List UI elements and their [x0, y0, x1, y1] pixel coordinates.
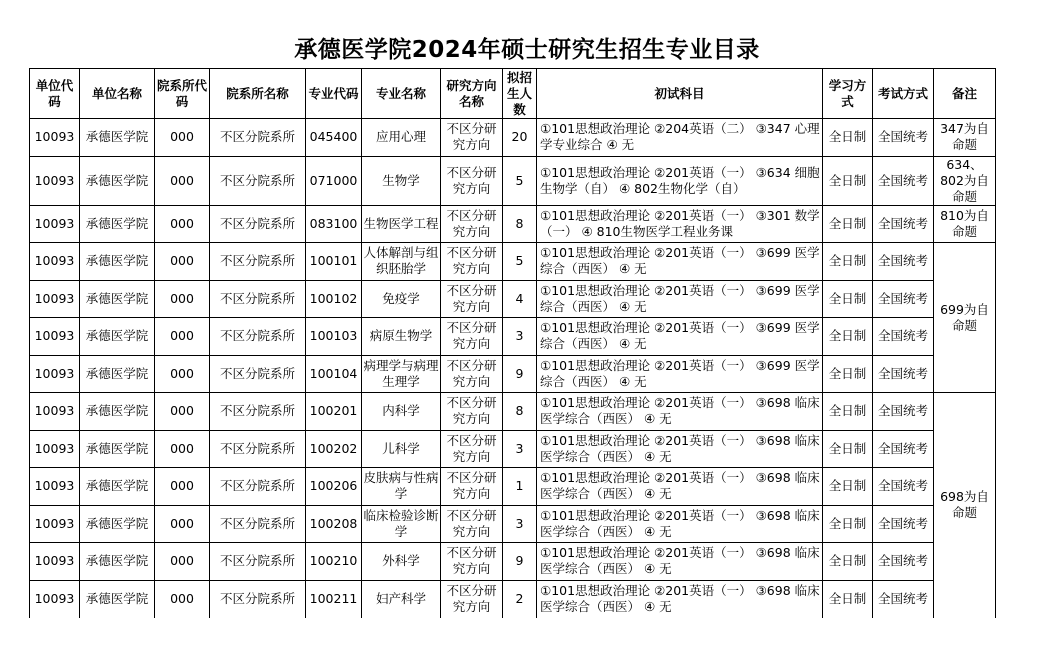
- major-code-cell: 083100: [306, 205, 362, 243]
- unit-name-cell: 承德医学院: [80, 580, 155, 618]
- direction-cell: 不区分研究方向: [441, 580, 503, 618]
- quota-cell: 8: [503, 393, 537, 431]
- exam-mode-cell: 全国统考: [873, 119, 934, 157]
- dept-code-cell: 000: [155, 318, 210, 356]
- exam-subjects-cell: ①101思想政治理论 ②201英语（一） ③698 临床医学综合（西医） ④ 无: [537, 468, 823, 506]
- table-body: [30, 119, 996, 618]
- major-name-cell: 外科学: [362, 543, 441, 581]
- exam-mode-cell: 全国统考: [873, 243, 934, 281]
- page-title: 承德医学院2024年硕士研究生招生专业目录: [294, 37, 760, 63]
- quota-cell: 20: [503, 119, 537, 157]
- exam-subjects-cell: ①101思想政治理论 ②201英语（一） ③698 临床医学综合（西医） ④ 无: [537, 580, 823, 618]
- study-mode-cell: 全日制: [823, 205, 873, 243]
- exam-mode-cell: 全国统考: [873, 393, 934, 431]
- unit-code-cell: 10093: [30, 318, 80, 356]
- header-exam-mode: 考试方式: [873, 69, 934, 119]
- exam-subjects-cell: ①101思想政治理论 ②201英语（一） ③699 医学综合（西医） ④ 无: [537, 243, 823, 281]
- exam-subjects-cell: ①101思想政治理论 ②204英语（二） ③347 心理学专业综合 ④ 无: [537, 119, 823, 157]
- unit-code-cell: 10093: [30, 280, 80, 318]
- quota-cell: 5: [503, 243, 537, 281]
- header-note: 备注: [934, 69, 996, 119]
- dept-code-cell: 000: [155, 580, 210, 618]
- dept-code-cell: 000: [155, 355, 210, 393]
- dept-name-cell: 不区分院系所: [210, 119, 306, 157]
- header-quota: 拟招生人数: [503, 69, 537, 119]
- unit-code-cell: 10093: [30, 156, 80, 205]
- header-unit-name: 单位名称: [80, 69, 155, 119]
- unit-name-cell: 承德医学院: [80, 205, 155, 243]
- note-cell: 347为自命题: [934, 119, 996, 157]
- header-direction: 研究方向名称: [441, 69, 503, 119]
- unit-code-cell: 10093: [30, 243, 80, 281]
- exam-mode-cell: 全国统考: [873, 280, 934, 318]
- unit-code-cell: 10093: [30, 543, 80, 581]
- exam-subjects-cell: ①101思想政治理论 ②201英语（一） ③698 临床医学综合（西医） ④ 无: [537, 543, 823, 581]
- direction-cell: 不区分研究方向: [441, 156, 503, 205]
- exam-mode-cell: 全国统考: [873, 505, 934, 543]
- unit-name-cell: 承德医学院: [80, 393, 155, 431]
- exam-mode-cell: 全国统考: [873, 468, 934, 506]
- quota-cell: 1: [503, 468, 537, 506]
- direction-cell: 不区分研究方向: [441, 205, 503, 243]
- header-row: [30, 69, 996, 119]
- unit-name-cell: 承德医学院: [80, 355, 155, 393]
- major-name-cell: 生物医学工程: [362, 205, 441, 243]
- study-mode-cell: 全日制: [823, 280, 873, 318]
- dept-name-cell: 不区分院系所: [210, 355, 306, 393]
- major-code-cell: 100211: [306, 580, 362, 618]
- major-name-cell: 免疫学: [362, 280, 441, 318]
- major-code-cell: 100103: [306, 318, 362, 356]
- study-mode-cell: 全日制: [823, 393, 873, 431]
- header-unit-code: 单位代码: [30, 69, 80, 119]
- major-code-cell: 100102: [306, 280, 362, 318]
- direction-cell: 不区分研究方向: [441, 505, 503, 543]
- note-cell: 699为自命题: [934, 243, 996, 393]
- exam-subjects-cell: ①101思想政治理论 ②201英语（一） ③301 数学（一） ④ 810生物医学工程业务课: [537, 205, 823, 243]
- dept-name-cell: 不区分院系所: [210, 205, 306, 243]
- study-mode-cell: 全日制: [823, 243, 873, 281]
- study-mode-cell: 全日制: [823, 119, 873, 157]
- table-row: [30, 393, 996, 431]
- quota-cell: 9: [503, 543, 537, 581]
- study-mode-cell: 全日制: [823, 580, 873, 618]
- dept-name-cell: 不区分院系所: [210, 430, 306, 468]
- table-row: [30, 543, 996, 581]
- unit-code-cell: 10093: [30, 119, 80, 157]
- table-row: [30, 243, 996, 281]
- note-cell: 698为自命题: [934, 393, 996, 618]
- major-name-cell: 皮肤病与性病学: [362, 468, 441, 506]
- dept-code-cell: 000: [155, 205, 210, 243]
- dept-name-cell: 不区分院系所: [210, 543, 306, 581]
- exam-subjects-cell: ①101思想政治理论 ②201英语（一） ③699 医学综合（西医） ④ 无: [537, 280, 823, 318]
- table-row: [30, 355, 996, 393]
- major-name-cell: 儿科学: [362, 430, 441, 468]
- dept-code-cell: 000: [155, 243, 210, 281]
- table-row: [30, 430, 996, 468]
- major-catalog-table: [29, 68, 996, 618]
- direction-cell: 不区分研究方向: [441, 468, 503, 506]
- dept-name-cell: 不区分院系所: [210, 243, 306, 281]
- unit-name-cell: 承德医学院: [80, 119, 155, 157]
- quota-cell: 3: [503, 505, 537, 543]
- dept-code-cell: 000: [155, 280, 210, 318]
- exam-mode-cell: 全国统考: [873, 580, 934, 618]
- study-mode-cell: 全日制: [823, 318, 873, 356]
- dept-name-cell: 不区分院系所: [210, 505, 306, 543]
- dept-name-cell: 不区分院系所: [210, 580, 306, 618]
- dept-name-cell: 不区分院系所: [210, 468, 306, 506]
- major-name-cell: 病原生物学: [362, 318, 441, 356]
- quota-cell: 4: [503, 280, 537, 318]
- header-study-mode: 学习方式: [823, 69, 873, 119]
- dept-name-cell: 不区分院系所: [210, 318, 306, 356]
- dept-name-cell: 不区分院系所: [210, 393, 306, 431]
- study-mode-cell: 全日制: [823, 505, 873, 543]
- dept-code-cell: 000: [155, 119, 210, 157]
- exam-subjects-cell: ①101思想政治理论 ②201英语（一） ③698 临床医学综合（西医） ④ 无: [537, 393, 823, 431]
- major-name-cell: 妇产科学: [362, 580, 441, 618]
- exam-mode-cell: 全国统考: [873, 205, 934, 243]
- direction-cell: 不区分研究方向: [441, 280, 503, 318]
- study-mode-cell: 全日制: [823, 355, 873, 393]
- header-exam-subjects: 初试科目: [537, 69, 823, 119]
- note-cell: 634、802为自命题: [934, 156, 996, 205]
- dept-name-cell: 不区分院系所: [210, 280, 306, 318]
- unit-code-cell: 10093: [30, 468, 80, 506]
- exam-subjects-cell: ①101思想政治理论 ②201英语（一） ③698 临床医学综合（西医） ④ 无: [537, 505, 823, 543]
- dept-name-cell: 不区分院系所: [210, 156, 306, 205]
- unit-code-cell: 10093: [30, 580, 80, 618]
- direction-cell: 不区分研究方向: [441, 355, 503, 393]
- exam-subjects-cell: ①101思想政治理论 ②201英语（一） ③699 医学综合（西医） ④ 无: [537, 318, 823, 356]
- major-name-cell: 内科学: [362, 393, 441, 431]
- major-name-cell: 人体解剖与组织胚胎学: [362, 243, 441, 281]
- table-row: [30, 119, 996, 157]
- quota-cell: 3: [503, 318, 537, 356]
- quota-cell: 2: [503, 580, 537, 618]
- major-code-cell: 100210: [306, 543, 362, 581]
- table-row: [30, 156, 996, 205]
- table-row: [30, 280, 996, 318]
- direction-cell: 不区分研究方向: [441, 393, 503, 431]
- unit-name-cell: 承德医学院: [80, 156, 155, 205]
- major-code-cell: 100208: [306, 505, 362, 543]
- header-dept-name: 院系所名称: [210, 69, 306, 119]
- unit-name-cell: 承德医学院: [80, 468, 155, 506]
- unit-name-cell: 承德医学院: [80, 318, 155, 356]
- exam-subjects-cell: ①101思想政治理论 ②201英语（一） ③634 细胞生物学（自） ④ 802生物化学（自）: [537, 156, 823, 205]
- table-row: [30, 505, 996, 543]
- exam-mode-cell: 全国统考: [873, 156, 934, 205]
- unit-name-cell: 承德医学院: [80, 505, 155, 543]
- major-code-cell: 071000: [306, 156, 362, 205]
- note-cell: 810为自命题: [934, 205, 996, 243]
- quota-cell: 8: [503, 205, 537, 243]
- unit-code-cell: 10093: [30, 430, 80, 468]
- exam-subjects-cell: ①101思想政治理论 ②201英语（一） ③698 临床医学综合（西医） ④ 无: [537, 430, 823, 468]
- study-mode-cell: 全日制: [823, 430, 873, 468]
- unit-code-cell: 10093: [30, 355, 80, 393]
- major-name-cell: 病理学与病理生理学: [362, 355, 441, 393]
- table-row: [30, 318, 996, 356]
- major-code-cell: 100206: [306, 468, 362, 506]
- direction-cell: 不区分研究方向: [441, 243, 503, 281]
- unit-name-cell: 承德医学院: [80, 543, 155, 581]
- major-code-cell: 045400: [306, 119, 362, 157]
- study-mode-cell: 全日制: [823, 468, 873, 506]
- table-row: [30, 468, 996, 506]
- quota-cell: 9: [503, 355, 537, 393]
- exam-mode-cell: 全国统考: [873, 543, 934, 581]
- header-major-code: 专业代码: [306, 69, 362, 119]
- major-code-cell: 100201: [306, 393, 362, 431]
- unit-name-cell: 承德医学院: [80, 280, 155, 318]
- direction-cell: 不区分研究方向: [441, 430, 503, 468]
- major-code-cell: 100104: [306, 355, 362, 393]
- major-name-cell: 应用心理: [362, 119, 441, 157]
- direction-cell: 不区分研究方向: [441, 119, 503, 157]
- major-name-cell: 临床检验诊断学: [362, 505, 441, 543]
- major-code-cell: 100202: [306, 430, 362, 468]
- unit-code-cell: 10093: [30, 205, 80, 243]
- dept-code-cell: 000: [155, 505, 210, 543]
- major-code-cell: 100101: [306, 243, 362, 281]
- unit-name-cell: 承德医学院: [80, 243, 155, 281]
- table-row: [30, 580, 996, 618]
- header-major-name: 专业名称: [362, 69, 441, 119]
- direction-cell: 不区分研究方向: [441, 543, 503, 581]
- major-name-cell: 生物学: [362, 156, 441, 205]
- dept-code-cell: 000: [155, 156, 210, 205]
- dept-code-cell: 000: [155, 430, 210, 468]
- header-dept-code: 院系所代码: [155, 69, 210, 119]
- exam-mode-cell: 全国统考: [873, 355, 934, 393]
- unit-name-cell: 承德医学院: [80, 430, 155, 468]
- exam-mode-cell: 全国统考: [873, 430, 934, 468]
- dept-code-cell: 000: [155, 468, 210, 506]
- exam-subjects-cell: ①101思想政治理论 ②201英语（一） ③699 医学综合（西医） ④ 无: [537, 355, 823, 393]
- exam-mode-cell: 全国统考: [873, 318, 934, 356]
- study-mode-cell: 全日制: [823, 543, 873, 581]
- quota-cell: 5: [503, 156, 537, 205]
- unit-code-cell: 10093: [30, 505, 80, 543]
- direction-cell: 不区分研究方向: [441, 318, 503, 356]
- quota-cell: 3: [503, 430, 537, 468]
- study-mode-cell: 全日制: [823, 156, 873, 205]
- dept-code-cell: 000: [155, 393, 210, 431]
- unit-code-cell: 10093: [30, 393, 80, 431]
- table-row: [30, 205, 996, 243]
- dept-code-cell: 000: [155, 543, 210, 581]
